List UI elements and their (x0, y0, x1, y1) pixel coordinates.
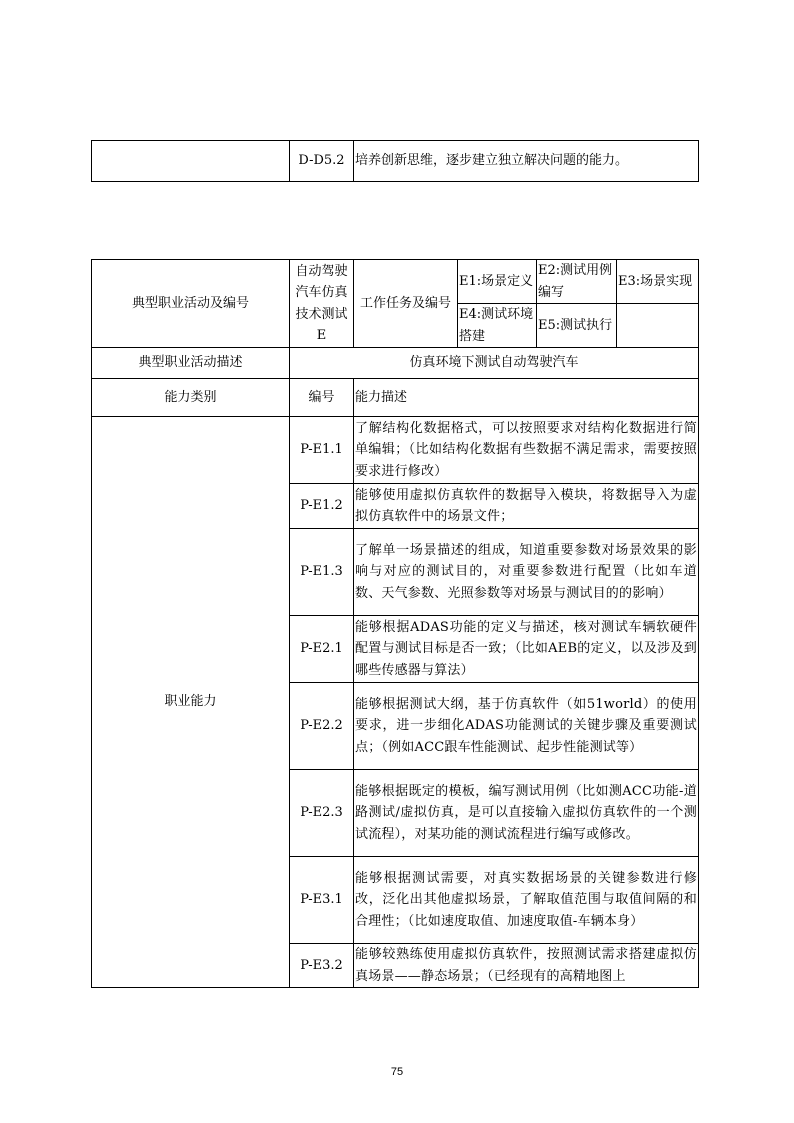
desc-cell: 培养创新思维，逐步建立独立解决问题的能力。 (354, 141, 699, 182)
column-header-code: 编号 (290, 379, 354, 417)
description-value: 仿真环境下测试自动驾驶汽车 (290, 348, 699, 379)
activity-label: 典型职业活动及编号 (92, 260, 290, 348)
table-row (92, 141, 699, 182)
activity-name: 自动驾驶汽车仿真技术测试E (290, 260, 354, 348)
ability-code: P-E2.3 (290, 770, 354, 857)
code-cell: D-D5.2 (290, 141, 354, 182)
ability-desc: 了解单一场景描述的组成，知道重要参数对场景效果的影响与对应的测试目的，对重要参数进行配置（比如车道数、天气参数、光照参数等对场景与测试目的的影响） (354, 529, 699, 616)
page-number: 75 (390, 1066, 404, 1078)
ability-code: P-E1.1 (290, 417, 354, 484)
task-cell: E5:测试执行 (537, 304, 617, 348)
ability-table (91, 259, 699, 988)
table-row (92, 348, 699, 379)
task-cell: E4:测试环境搭建 (458, 304, 537, 348)
ability-code: P-E1.2 (290, 484, 354, 529)
ability-desc: 能够使用虚拟仿真软件的数据导入模块，将数据导入为虚拟仿真软件中的场景文件； (354, 484, 699, 529)
table-row (92, 379, 699, 417)
ability-desc: 了解结构化数据格式，可以按照要求对结构化数据进行简单编辑；（比如结构化数据有些数据不满足需求，需要按照要求进行修改） (354, 417, 699, 484)
category-cell: 职业能力 (92, 417, 290, 988)
task-cell: E3:场景实现 (617, 260, 699, 304)
ability-desc: 能够较熟练使用虚拟仿真软件，按照测试需求搭建虚拟仿真场景——静态场景；（已经现有的高精地图上 (354, 944, 699, 988)
ability-desc: 能够根据既定的模板，编写测试用例（比如测ACC功能-道路测试/虚拟仿真，是可以直接输入虚拟仿真软件的一个测试流程），对某功能的测试流程进行编写或修改。 (354, 770, 699, 857)
empty-cell (617, 304, 699, 348)
ability-code: P-E2.1 (290, 616, 354, 683)
ability-code: P-E2.2 (290, 683, 354, 770)
task-cell: E2:测试用例编写 (537, 260, 617, 304)
ability-code: P-E3.2 (290, 944, 354, 988)
table-row (92, 417, 699, 484)
ability-desc: 能够根据测试需要，对真实数据场景的关键参数进行修改，泛化出其他虚拟场景，了解取值范围与取值间隔的和合理性；（比如速度取值、加速度取值-车辆本身） (354, 857, 699, 944)
task-label: 工作任务及编号 (354, 260, 458, 348)
description-label: 典型职业活动描述 (92, 348, 290, 379)
ability-desc: 能够根据测试大纲，基于仿真软件（如51world）的使用要求，进一步细化ADAS功能测试的关键步骤及重要测试点；（例如ACC跟车性能测试、起步性能测试等） (354, 683, 699, 770)
task-cell: E1:场景定义 (458, 260, 537, 304)
ability-desc: 能够根据ADAS功能的定义与描述，核对测试车辆软硬件配置与测试目标是否一致；（比如AEB的定义，以及涉及到哪些传感器与算法） (354, 616, 699, 683)
top-table (91, 140, 699, 182)
ability-code: P-E3.1 (290, 857, 354, 944)
table-row (92, 260, 699, 304)
ability-code: P-E1.3 (290, 529, 354, 616)
column-header-category: 能力类别 (92, 379, 290, 417)
column-header-desc: 能力描述 (354, 379, 699, 417)
empty-cell (92, 141, 290, 182)
